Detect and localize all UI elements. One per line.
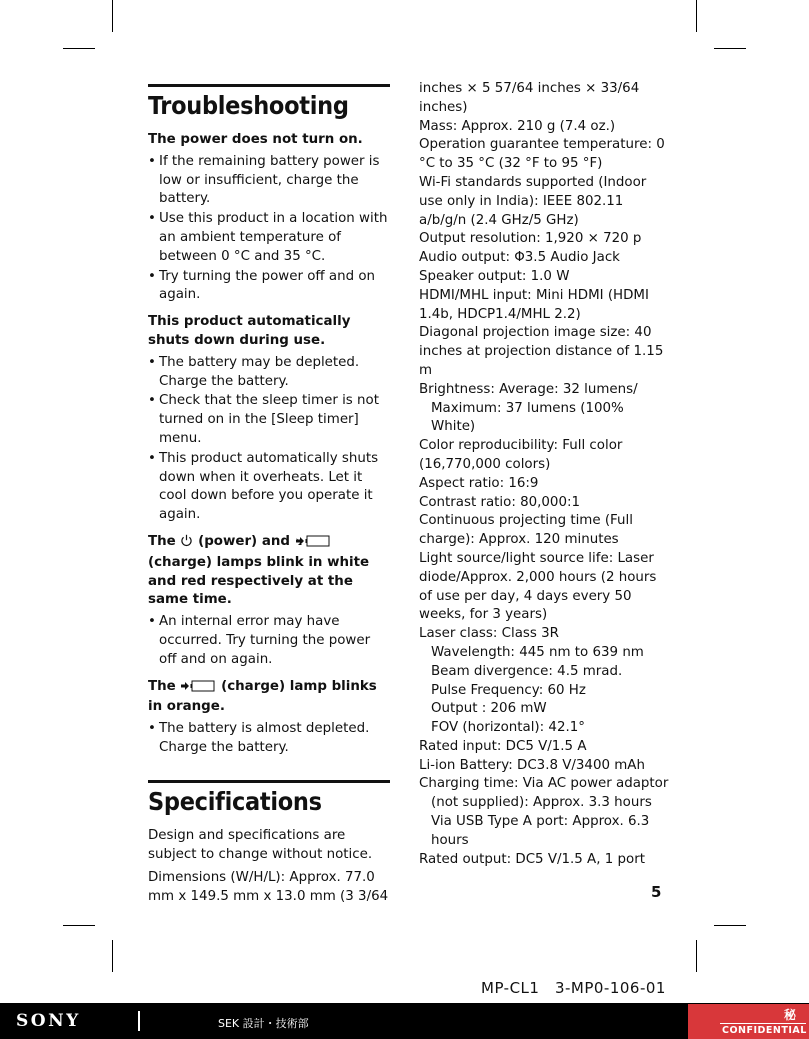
issue-heading xyxy=(148,678,390,718)
list-item: • This product automatically shuts down when it overheats. Let it cool down before you operate it again. xyxy=(148,450,390,525)
spec-dimensions: Dimensions (W/H/L): Approx. 77.0 mm x 149.5 mm x 13.0 mm (3 3/64 xyxy=(148,870,389,905)
troubleshooting-title: Troubleshooting xyxy=(148,91,349,120)
section-rule xyxy=(148,780,390,783)
spec-line: Output : 206 mW xyxy=(431,701,547,717)
charge-icon xyxy=(295,535,331,554)
spec-line: inches × 5 57/64 inches × 33/64 inches) xyxy=(419,81,640,115)
list-item: • The battery may be depleted. Charge the battery. xyxy=(148,354,390,392)
spec-line: Beam divergence: 4.5 mrad. xyxy=(431,663,623,679)
department-label: SEK 設計・技術部 xyxy=(218,1017,309,1030)
confidential-label: CONFIDENTIAL xyxy=(722,1025,807,1036)
spec-line: Light source/light source life: Laser diode/Approx. 2,000 hours (2 hours of use per day, 4 days every 50 weeks, for 3 years) xyxy=(419,550,657,623)
page-number: 5 xyxy=(651,883,662,901)
spec-line: Output resolution: 1,920 × 720 p xyxy=(419,231,642,247)
spec-line: Audio output: Φ3.5 Audio Jack xyxy=(419,250,620,266)
spec-line: Mass: Approx. 210 g (7.4 oz.) xyxy=(419,118,616,134)
spec-line: Continuous projecting time (Full charge): Approx. 120 minutes xyxy=(419,513,633,548)
spec-line: Aspect ratio: 16:9 xyxy=(419,475,539,491)
spec-line: Rated input: DC5 V/1.5 A xyxy=(419,738,587,754)
issue-list xyxy=(148,720,390,758)
heading-text: The xyxy=(148,678,181,694)
issue-list xyxy=(148,613,390,669)
spec-line: Li-ion Battery: DC3.8 V/3400 mAh xyxy=(419,757,645,773)
spec-line: Color reproducibility: Full color (16,770,000 colors) xyxy=(419,438,623,472)
stamp-divider xyxy=(720,1023,806,1024)
section-rule xyxy=(148,84,390,87)
footer-divider xyxy=(138,1011,140,1031)
issue-list xyxy=(148,354,390,525)
list-item: • If the remaining battery power is low or insufficient, charge the battery. xyxy=(148,153,390,209)
left-column xyxy=(148,84,390,912)
spec-intro: Design and specifications are subject to change without notice. xyxy=(148,827,373,862)
spec-line: FOV (horizontal): 42.1° xyxy=(431,720,585,736)
crop-mark xyxy=(112,940,113,972)
spec-line: HDMI/MHL input: Mini HDMI (HDMI 1.4b, HDCP1.4/MHL 2.2) xyxy=(419,287,649,322)
spec-line: Diagonal projection image size: 40 inches at projection distance of 1.15 m xyxy=(419,325,664,378)
issue-heading: This product automatically shuts down during use. xyxy=(148,314,351,348)
document-code: MP-CL1 3-MP0-106-01 xyxy=(481,979,666,997)
confidential-mark: 秘 xyxy=(784,1008,797,1022)
list-item: • Use this product in a location with an ambient temperature of between 0 °C and 35 °C. xyxy=(148,210,390,266)
spec-line: Speaker output: 1.0 W xyxy=(419,268,570,284)
spec-line: Pulse Frequency: 60 Hz xyxy=(431,682,586,698)
issue-list xyxy=(148,153,390,305)
spec-line: Wi-Fi standards supported (Indoor use only in India): IEEE 802.11 a/b/g/n (2.4 GHz/5 GHz) xyxy=(419,174,647,228)
sony-logo: SONY xyxy=(16,1011,81,1031)
crop-mark xyxy=(63,925,95,926)
charge-icon xyxy=(180,680,216,699)
spec-line: Laser class: Class 3R xyxy=(419,626,559,642)
heading-text: (power) and xyxy=(193,533,295,549)
crop-mark xyxy=(63,48,95,49)
right-column xyxy=(419,80,669,869)
crop-mark xyxy=(696,940,697,972)
crop-mark xyxy=(714,48,746,49)
specifications-title: Specifications xyxy=(148,786,322,816)
crop-mark xyxy=(714,925,746,926)
spec-line: Charging time: Via AC power adaptor (not supplied): Approx. 3.3 hours xyxy=(419,776,669,811)
heading-text: (charge) lamps blink in white and red respectively at the same time. xyxy=(148,554,370,608)
spec-line: Via USB Type A port: Approx. 6.3 hours xyxy=(431,814,650,848)
spec-line: Brightness: Average: 32 lumens/ Maximum: 37 lumens (100% White) xyxy=(419,381,638,435)
list-item: • An internal error may have occurred. Try turning the power off and on again. xyxy=(148,613,390,669)
spec-line: Wavelength: 445 nm to 639 nm xyxy=(431,644,644,660)
crop-mark xyxy=(112,0,113,32)
heading-text: (charge) lamp blinks in orange. xyxy=(148,678,377,715)
list-item: • Check that the sleep timer is not turned on in the [Sleep timer] menu. xyxy=(148,392,390,448)
crop-mark xyxy=(696,0,697,32)
power-icon xyxy=(180,534,193,554)
spec-line: Operation guarantee temperature: 0 °C to 35 °C (32 °F to 95 °F) xyxy=(419,137,665,172)
heading-text: The xyxy=(148,533,181,549)
issue-heading xyxy=(148,533,390,610)
spec-line: Rated output: DC5 V/1.5 A, 1 port xyxy=(419,851,645,867)
list-item: • Try turning the power off and on again. xyxy=(148,268,390,306)
spec-line: Contrast ratio: 80,000:1 xyxy=(419,494,581,510)
issue-heading: The power does not turn on. xyxy=(148,132,363,147)
list-item: • The battery is almost depleted. Charge the battery. xyxy=(148,720,390,758)
